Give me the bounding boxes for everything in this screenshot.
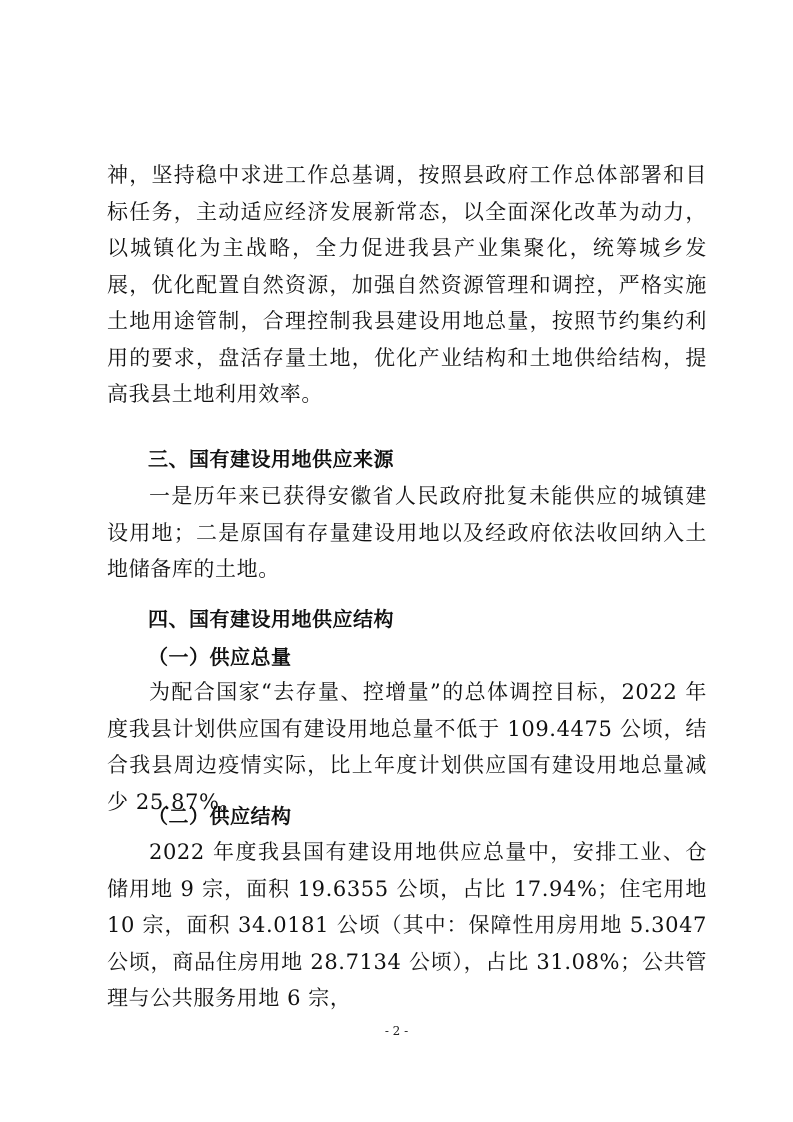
paragraph-supply-source: 一是历年来已获得安徽省人民政府批复未能供应的城镇建设用地；二是原国有存量建设用地以及经政府依法收回纳入土地储备库的土地。 [107, 484, 707, 581]
section-heading-supply-source: 三、国有建设用地供应来源 [148, 447, 394, 471]
paragraph-policy-principles: 神，坚持稳中求进工作总基调，按照县政府工作总体部署和目标任务，主动适应经济发展新常态，以全面深化改革为动力，以城镇化为主战略，全力促进我县产业集聚化，统筹城乡发展，优化配置自然资源，加强自然资源管理和调控，严格实施土地用途管制，合理控制我县建设用地总量，按照节约集约利用的要求，盘活存量土地，优化产业结构和土地供给结构，提高我县土地利用效率。 [107, 163, 707, 406]
paragraph-supply-structure: 2022 年度我县国有建设用地供应总量中，安排工业、仓储用地 9 宗，面积 19.6355 公顷，占比 17.94%；住宅用地 10 宗，面积 34.0181 公顷（其中：保障性用房用地 5.3047 公顷，商品住房用地 28.7134 公顷），占比 31.08%；公共管理与公共服务用地 6 宗， [107, 840, 707, 1010]
paragraph-supply-total: 为配合国家“去存量、控增量”的总体调控目标，2022 年度我县计划供应国有建设用地总量不低于 109.4475 公顷，结合我县周边疫情实际，比上年度计划供应国有建设用地总量减少 25.87%。 [107, 680, 707, 814]
subsection-heading-supply-total: （一）供应总量 [148, 645, 292, 669]
page-number: - 2 - [384, 1024, 409, 1038]
section-heading-supply-structure: 四、国有建设用地供应结构 [148, 607, 394, 631]
subsection-heading-supply-structure: （二）供应结构 [148, 804, 292, 828]
